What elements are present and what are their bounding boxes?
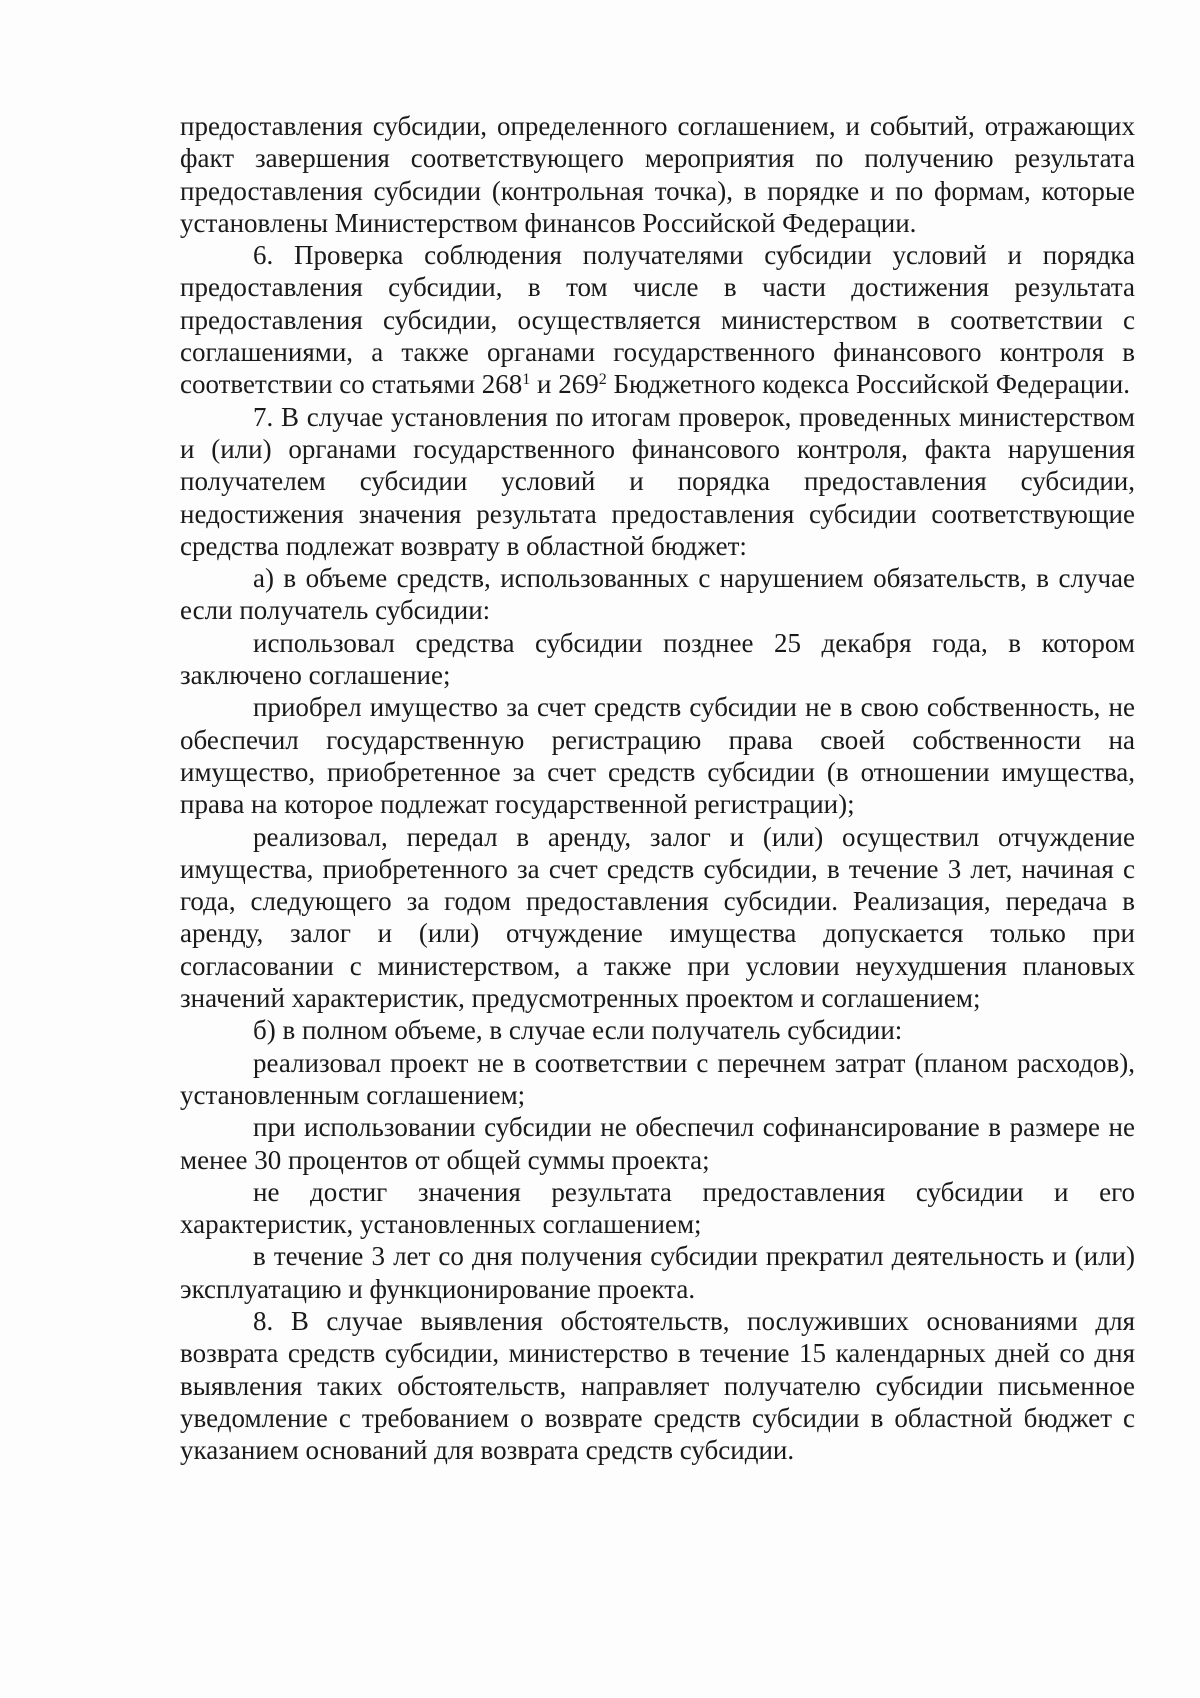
paragraph-6: [180, 239, 1135, 400]
paragraph-7-b-item-2: при использовании субсидии не обеспечил софинансирование в размере не менее 30 процентов от общей суммы проекта;: [180, 1112, 1135, 1175]
paragraph-7-a: а) в объеме средств, использованных с нарушением обязательств, в случае если получатель субсидии:: [180, 563, 1135, 626]
paragraph-7-b-item-1: реализовал проект не в соответствии с перечнем затрат (планом расходов), установленным соглашением;: [180, 1047, 1135, 1110]
paragraph-7-a-item-2: приобрел имущество за счет средств субсидии не в свою собственность, не обеспечил государственную регистрацию права своей собственности на имущество, приобретенное за счет средств субсидии (в отношении имущества, права на которое подлежат государственной регистрации);: [180, 692, 1135, 820]
footnote-superscript-2: 2: [598, 371, 607, 389]
paragraph-7: 7. В случае установления по итогам проверок, проведенных министерством и (или) органами государственного финансового контроля, факта нарушения получателем субсидии условий и порядка предоставления субсидии, недостижения значения результата предоставления субсидии соответствующие средства подлежат возврату в областной бюджет:: [180, 401, 1135, 561]
paragraph-6-text-middle: и 269: [530, 369, 599, 400]
paragraph-7-a-item-1: использовал средства субсидии позднее 25 декабря года, в котором заключено соглашение;: [180, 627, 1135, 691]
paragraph-continuation: предоставления субсидии, определенного соглашением, и событий, отражающих факт завершения соответствующего мероприятия по получению результата предоставления субсидии (контрольная точка), в порядке и по формам, которые установлены Министерством финансов Российской Федерации.: [180, 111, 1135, 238]
footnote-superscript-1: 1: [522, 371, 531, 389]
paragraph-7-a-item-3: реализовал, передал в аренду, залог и (или) осуществил отчуждение имущества, приобретенного за счет средств субсидии, в течение 3 лет, начиная с года, следующего за годом предоставления субсидии. Реализация, передача в аренду, залог и (или) отчуждение имущества допускается только при согласовании с министерством, а также при условии неухудшения плановых значений характеристик, предусмотренных проектом и соглашением;: [180, 821, 1135, 1014]
paragraph-6-text-end: Бюджетного кодекса Российской Федерации.: [606, 369, 1130, 400]
paragraph-6-text-start: 6. Проверка соблюдения получателями субсидии условий и порядка предоставления субсидии, в том числе в части достижения результата предоставления субсидии, осуществляется министерством в соответствии с соглашениями, а также органами государственного финансового контроля в соответствии со статьями 268: [180, 240, 1135, 400]
paragraph-8: 8. В случае выявления обстоятельств, послуживших основаниями для возврата средств субсидии, министерство в течение 15 календарных дней со дня выявления таких обстоятельств, направляет получателю субсидии письменное уведомление с требованием о возврате средств субсидии в областной бюджет с указанием оснований для возврата средств субсидии.: [180, 1305, 1135, 1466]
paragraph-7-b-item-3: не достиг значения результата предоставления субсидии и его характеристик, установленных соглашением;: [180, 1176, 1135, 1240]
paragraph-7-b: б) в полном объеме, в случае если получатель субсидии:: [253, 1015, 903, 1046]
paragraph-7-b-item-4: в течение 3 лет со дня получения субсидии прекратил деятельность и (или) эксплуатацию и функционирование проекта.: [180, 1241, 1135, 1304]
document-body: [180, 110, 1135, 1466]
